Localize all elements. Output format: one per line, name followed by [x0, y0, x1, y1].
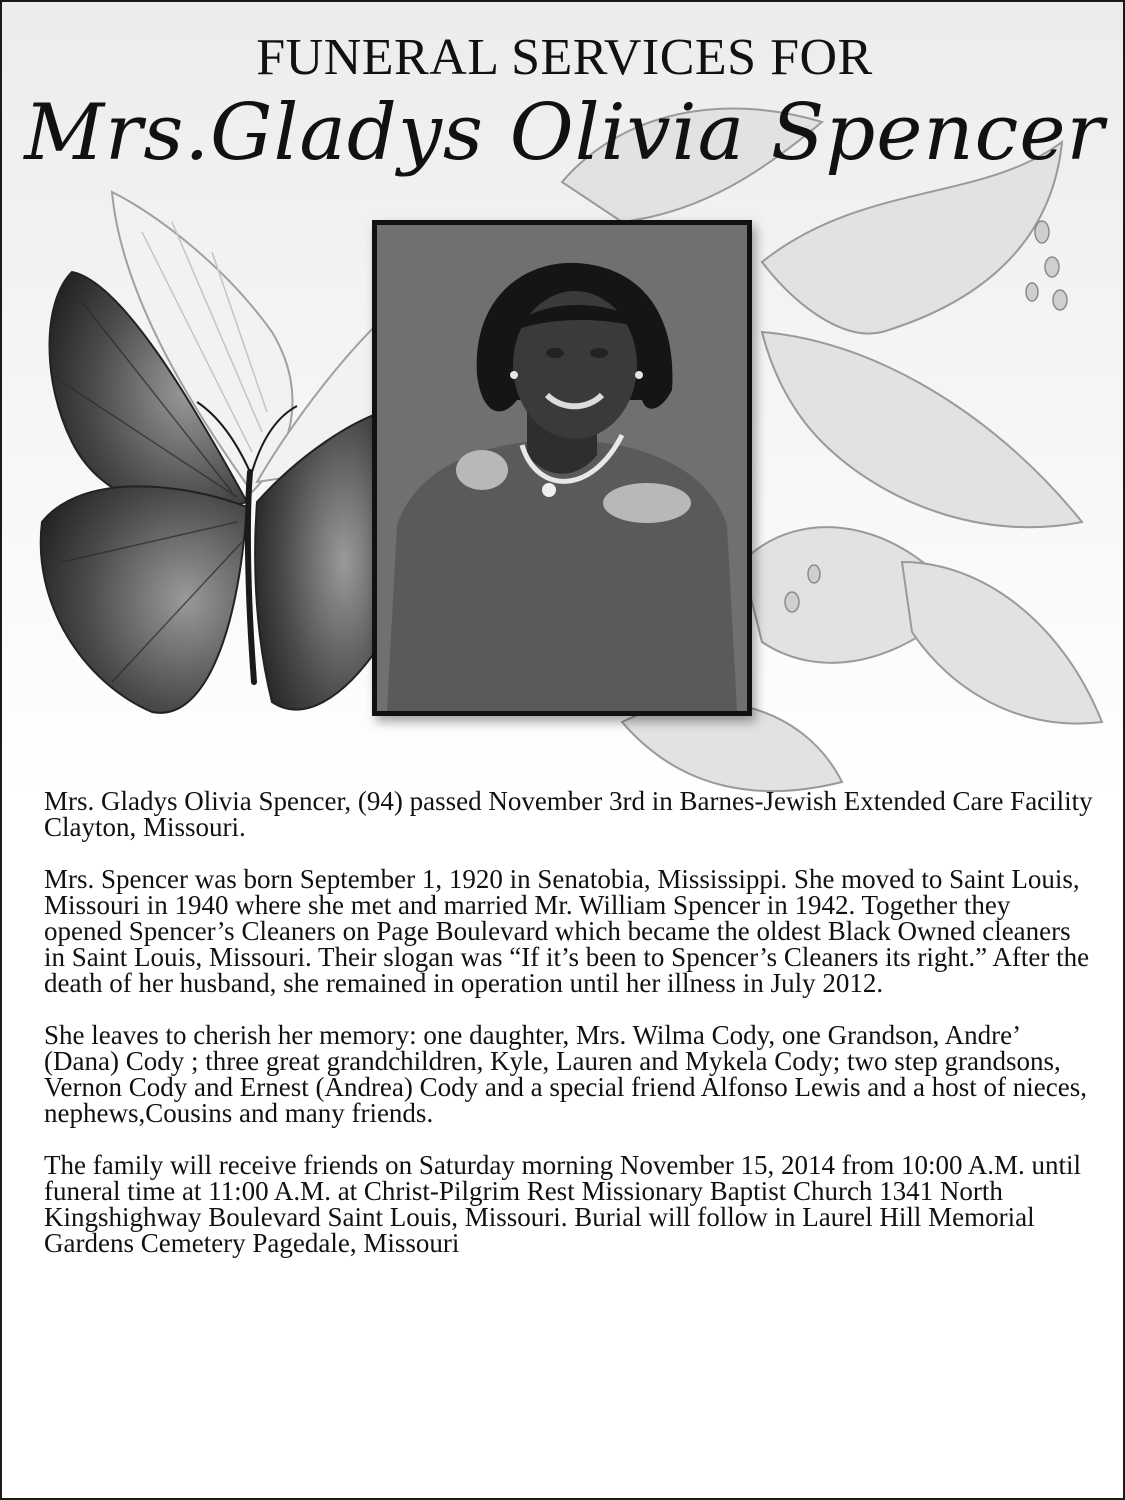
- obituary-paragraph-1: Mrs. Gladys Olivia Spencer, (94) passed November 3rd in Barnes-Jewish Extended Care Facility Clayton, Missouri.: [44, 786, 1093, 842]
- portrait-photo: [372, 220, 752, 716]
- deceased-name: Mrs.Gladys Olivia Spencer: [24, 88, 1105, 178]
- heading-title: FUNERAL SERVICES FOR: [256, 29, 873, 86]
- obituary-paragraph-3: She leaves to cherish her memory: one daughter, Mrs. Wilma Cody, one Grandson, Andre’ (Dana) Cody ; three great grandchildren, Kyle, Lauren and Mykela Cody; two step grandsons, Vernon Cody and Ernest (Andrea) Cody and a special friend Alfonso Lewis and a host of nieces, nephews,Cousins and many friends.: [44, 1020, 1087, 1128]
- obituary-text: [44, 788, 1094, 1282]
- obituary-paragraph-2: Mrs. Spencer was born September 1, 1920 in Senatobia, Mississippi. She moved to Saint Louis, Missouri in 1940 where she met and married Mr. William Spencer in 1942. Together they opened Spencer’s Cleaners on Page Boulevard which became the oldest Black Owned cleaners in Saint Louis, Missouri. Their slogan was “If it’s been to Spencer’s Cleaners its right.” After the death of her husband, she remained in operation until her illness in July 2012.: [44, 864, 1090, 998]
- obituary-paragraph-4: The family will receive friends on Saturday morning November 15, 2014 from 10:00 A.M. until funeral time at 11:00 A.M. at Christ-Pilgrim Rest Missionary Baptist Church 1341 North Kingshighway Boulevard Saint Louis, Missouri. Burial will follow in Laurel Hill Memorial Gardens Cemetery Pagedale, Missouri: [44, 1150, 1082, 1258]
